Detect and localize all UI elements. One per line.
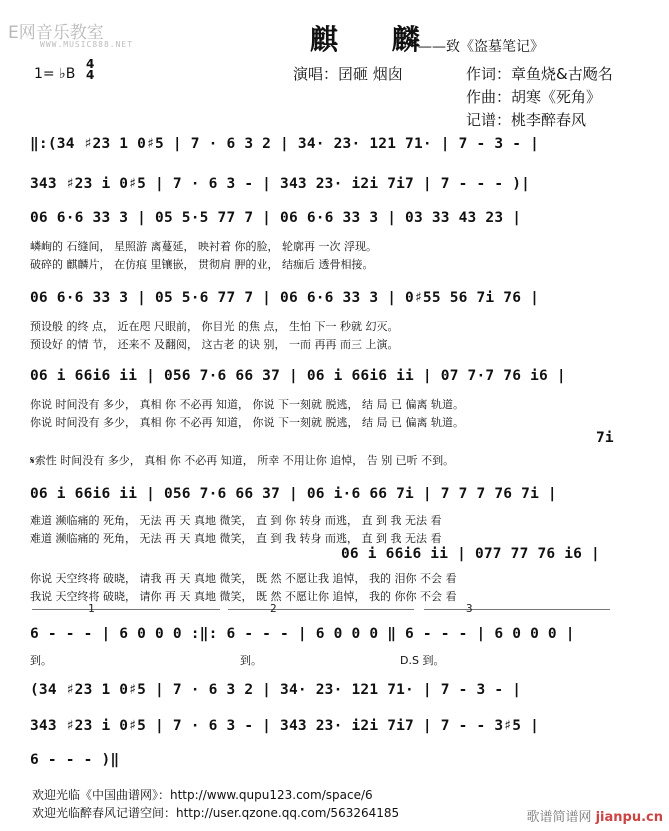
time-signature-bottom: 4 [86,68,95,82]
song-title: 麒 麟 [310,23,442,56]
score-line-5: 06 i 66i6 ii | 056 7·6 66 37 | 06 i 66i6 ii | 07 7·7 76 i6 | [30,368,566,384]
score-line-1: ‖:(34 ♯23 1 0♯5 | 7 · 6 3 2 | 34· 23· 121 71· | 7 - 3 - | [30,136,539,152]
lyric-line-4: 预设好 的情 节， 还来不 及翻阅， 这古老 的诀 别， 一而 再再 而三 上演。 [30,338,399,351]
transcriber-credit: 记谱：桃李醉春风 [466,111,587,129]
lyric-line-2: 破碎的 麒麟片， 在仿痕 里镶嵌， 贯彻肩 胛的业， 结痂后 透骨相接。 [30,258,374,271]
lyric-line-8: 难道 濒临痛的 死角， 无法 再 天 真地 微笑， 直 到 你 转身 而逃， 直 到 我 无法 看 [30,514,442,527]
site-logo-url: jianpu.cn [595,810,663,825]
song-dedication: ——致《盗墓笔记》 [418,39,544,55]
volta-number-3: 3 [466,602,473,615]
time-signature-top: 4 [86,57,95,71]
volta-bracket-3 [424,609,610,610]
score-line-11: 6 - - - )‖ [30,752,120,768]
score-line-6: 06 i 66i6 ii | 056 7·6 66 37 | 06 i·6 66 7i | 7 7 7 76 7i | [30,486,557,502]
lyric-line-5: 你说 时间没有 多少， 真相 你 不必再 知道， 你说 下一刻就 脱逃， 结 局 已 偏离 轨道。 [30,398,464,411]
score-extra-note: 7i [596,430,614,446]
footer-link-1[interactable]: 欢迎光临《中国曲谱网》：http://www.qupu123.com/space/6 [32,788,373,802]
volta-bracket-2 [228,609,414,610]
lyric-line-9: 难道 濒临痛的 死角， 无法 再 天 真地 微笑， 直 到 我 转身 而逃， 直 到 我 无法 看 [30,532,442,545]
lyricist-credit: 作词：章鱼烧&古飏名 [466,65,613,83]
site-watermark-url: WWW.MUSIC888.NET [40,40,134,49]
score-line-9: (34 ♯23 1 0♯5 | 7 · 6 3 2 | 34· 23· 121 71· | 7 - 3 - | [30,682,522,698]
volta-bracket-1 [32,609,220,610]
footer-link-2[interactable]: 欢迎光临醉春风记谱空间：http://user.qzone.qq.com/563264185 [32,806,400,820]
score-line-8: 6 - - - | 6 0 0 0 :‖: 6 - - - | 6 0 0 0 ‖ 6 - - - | 6 0 0 0 | [30,626,575,642]
site-logo-cn: 歌谱简谱网 [526,810,592,825]
site-logo [526,806,663,825]
ending-word-ds: D.S 到。 [400,654,445,667]
score-line-2: 343 ♯23 i 0♯5 | 7 · 6 3 - | 343 23· i2i 7i7 | 7 - - - )| [30,176,531,192]
lyric-line-7: 𝄋索性 时间没有 多少， 真相 你 不必再 知道， 所幸 不用让你 追悼， 告 别 已听 不到。 [30,454,455,467]
volta-number-2: 2 [270,602,277,615]
ending-word-1: 到。 [30,654,52,667]
score-line-7: 06 i 66i6 ii | 077 77 76 i6 | [341,546,600,562]
singer-credit: 演唱：囝砸 烟囱 [293,65,403,83]
lyric-line-1: 嶙峋的 石缝间， 星照游 离蔓延， 映衬着 你的脸， 轮廓再 一次 浮现。 [30,240,377,253]
lyric-line-6: 你说 时间没有 多少， 真相 你 不必再 知道， 你说 下一刻就 脱逃， 结 局 已 偏离 轨道。 [30,416,464,429]
score-line-4: 06 6·6 33 3 | 05 5·6 77 7 | 06 6·6 33 3 | 0♯55 56 7i 76 | [30,290,539,306]
lyric-line-10: 你说 天空终将 破晓， 请我 再 天 真地 微笑， 既 然 不愿让我 追悼， 我的 泪你 不会 看 [30,572,457,585]
ending-word-2: 到。 [240,654,262,667]
composer-credit: 作曲：胡寒《死角》 [466,88,602,106]
lyric-line-11: 我说 天空终将 破晓， 请你 再 天 真地 微笑， 既 然 不愿让你 追悼， 我的 你你 不会 看 [30,590,457,603]
key-signature: 1= ♭B [34,66,76,82]
score-line-10: 343 ♯23 i 0♯5 | 7 · 6 3 - | 343 23· i2i 7i7 | 7 - - 3♯5 | [30,718,539,734]
volta-number-1: 1 [88,602,95,615]
time-signature [86,59,94,81]
site-watermark: E网音乐教室 [8,23,104,43]
lyric-line-3: 预设般 的终 点， 近在咫 尺眼前， 你目光 的焦 点， 生怕 下一 秒就 幻灭。 [30,320,399,333]
score-line-3: 06 6·6 33 3 | 05 5·5 77 7 | 06 6·6 33 3 | 03 33 43 23 | [30,210,522,226]
